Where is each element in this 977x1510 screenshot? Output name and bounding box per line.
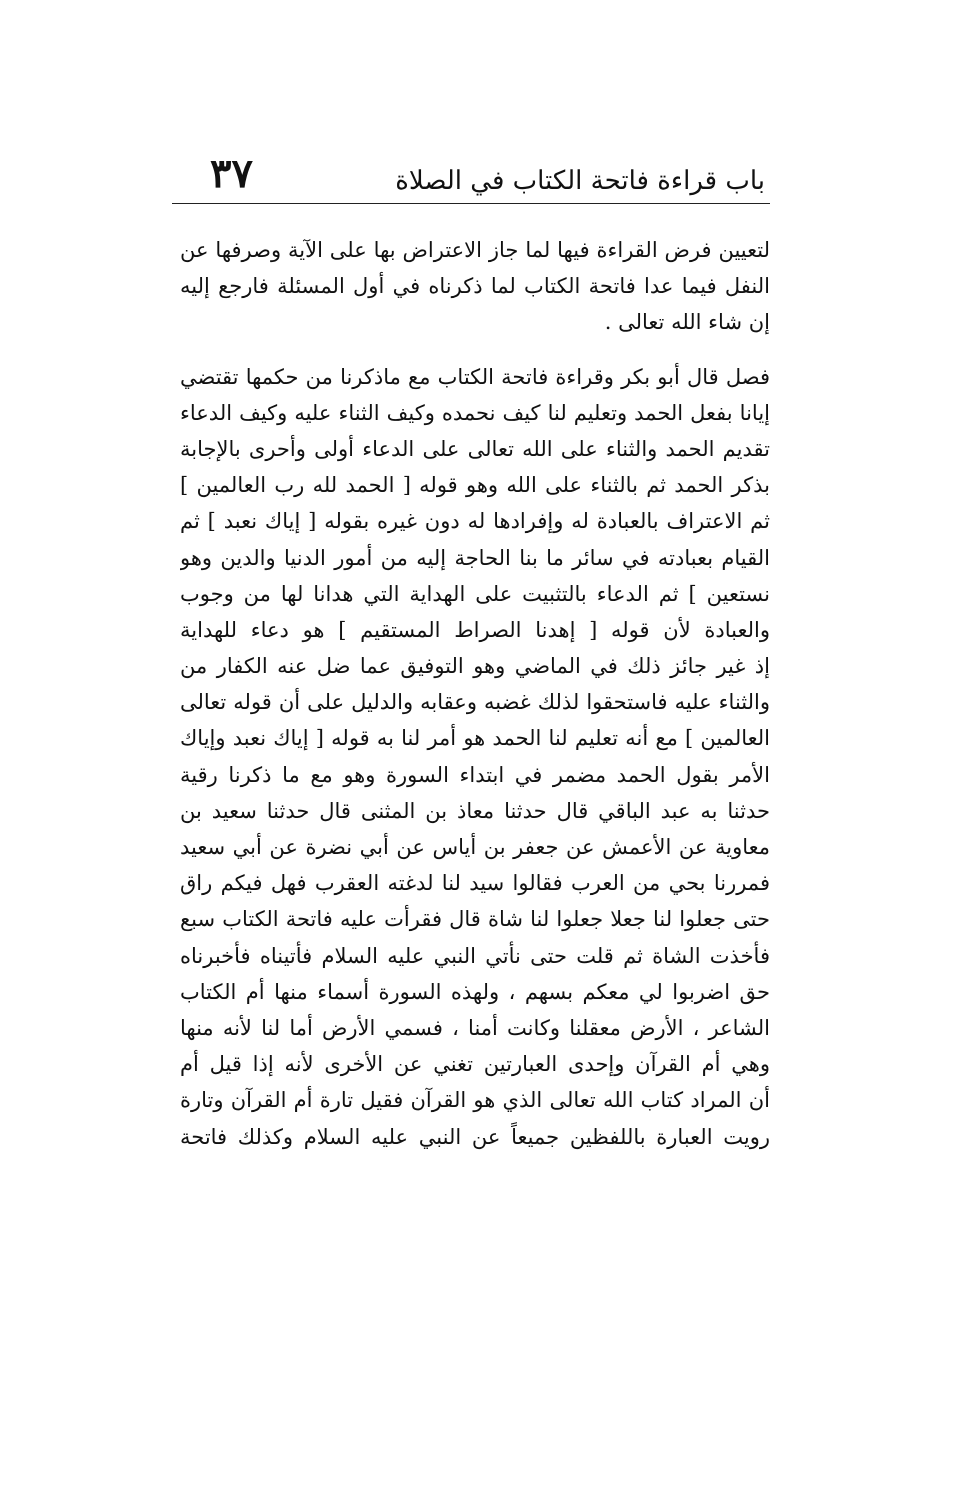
text-line: لتعيين فرض القراءة فيها لما جاز الاعتراض بها على الآية وصرفها عن bbox=[180, 238, 770, 262]
text-line: رويت العبارة باللفظين جميعاً عن النبي عليه السلام وكذلك فاتحة bbox=[180, 1124, 770, 1149]
chapter-title: باب قراءة فاتحة الكتاب في الصلاة bbox=[395, 166, 765, 196]
text-line: معاوية عن الأعمش عن جعفر بن أياس عن أبي نضرة عن أبي سعيد bbox=[180, 835, 770, 859]
text-line: إذ غير جائز ذلك في الماضي وهو التوفيق عما ضل عنه الكفار من bbox=[180, 654, 770, 679]
header-rule bbox=[172, 203, 770, 204]
page-number: ٣٧ bbox=[210, 150, 253, 197]
text-line: فأخذت الشاة ثم قلت حتى نأتي النبي عليه السلام فأتيناه فأخبرناه bbox=[180, 943, 770, 968]
text-line: النفل فيما عدا فاتحة الكتاب لما ذكرناه في أول المسئلة فارجع إليه bbox=[180, 274, 770, 299]
body-text bbox=[180, 232, 770, 1155]
text-line: والثناء عليه فاستحقوا لذلك غضبه وعقابه والدليل على أن قوله تعالى bbox=[180, 690, 770, 715]
text-line: القيام بعبادته في سائر ما بنا الحاجة إليه من أمور الدنيا والدين وهو bbox=[180, 545, 770, 570]
text-line: بذكر الحمد ثم بالثناء على الله وهو قوله [ الحمد لله رب العالمين ] bbox=[180, 473, 770, 498]
text-line: فصل قال أبو بكر وقراءة فاتحة الكتاب مع ماذكرنا من حكمها تقتضي bbox=[180, 364, 770, 389]
paragraph-2 bbox=[180, 359, 770, 1155]
text-line: الأمر بقول الحمد مضمر في ابتداء السورة وهو مع ما ذكرنا رقية bbox=[180, 762, 770, 787]
text-line: وهي أم القرآن وإحدى العبارتين تغني عن الأخرى لأنه إذا قيل أم bbox=[180, 1052, 770, 1077]
text-line: أن المراد كتاب الله تعالى الذي هو القرآن فقيل تارة أم القرآن وتارة bbox=[180, 1088, 770, 1113]
text-line: تقديم الحمد والثناء على الله تعالى على الدعاء أولى وأحرى بالإجابة bbox=[180, 436, 770, 461]
text-line: إن شاء الله تعالى . bbox=[604, 310, 770, 335]
text-line: فمررنا بحي من العرب فقالوا سيد لنا لدغته العقرب فهل فيكم راق bbox=[180, 871, 770, 896]
text-line: نستعين ] ثم الدعاء بالتثبيت على الهداية التي هدانا لها من وجوب bbox=[180, 581, 770, 606]
text-line: والعبادة لأن قوله [ إهدنا الصراط المستقيم ] هو دعاء للهداية bbox=[180, 617, 770, 642]
paragraph-gap bbox=[180, 341, 770, 359]
text-line: إيانا بفعل الحمد وتعليم لنا كيف نحمده وكيف الثناء عليه وكيف الدعاء bbox=[180, 400, 770, 425]
running-header bbox=[205, 155, 765, 195]
text-line: حتى جعلوا لنا جعلا جعلوا لنا شاة قال فقرأت عليه فاتحة الكتاب سبع bbox=[180, 907, 770, 932]
text-line: العالمين ] مع أنه تعليم لنا الحمد هو أمر لنا به قوله [ إياك نعبد وإياك bbox=[180, 726, 770, 751]
text-line: ثم الاعتراف بالعبادة له وإفرادها له دون غيره بقوله [ إياك نعبد ] ثم bbox=[180, 509, 770, 534]
text-line: حدثنا به عبد الباقي قال حدثنا معاذ بن المثنى قال حدثنا سعيد بن bbox=[180, 798, 770, 823]
text-line: حق اضربوا لي معكم بسهم ، ولهذه السورة أسماء منها أم الكتاب bbox=[180, 979, 770, 1004]
paragraph-1 bbox=[180, 232, 770, 341]
text-line: الشاعر ، الأرض معقلنا وكانت أمنا ، فسمي الأرض أما لنا لأنه منها bbox=[180, 1015, 770, 1040]
